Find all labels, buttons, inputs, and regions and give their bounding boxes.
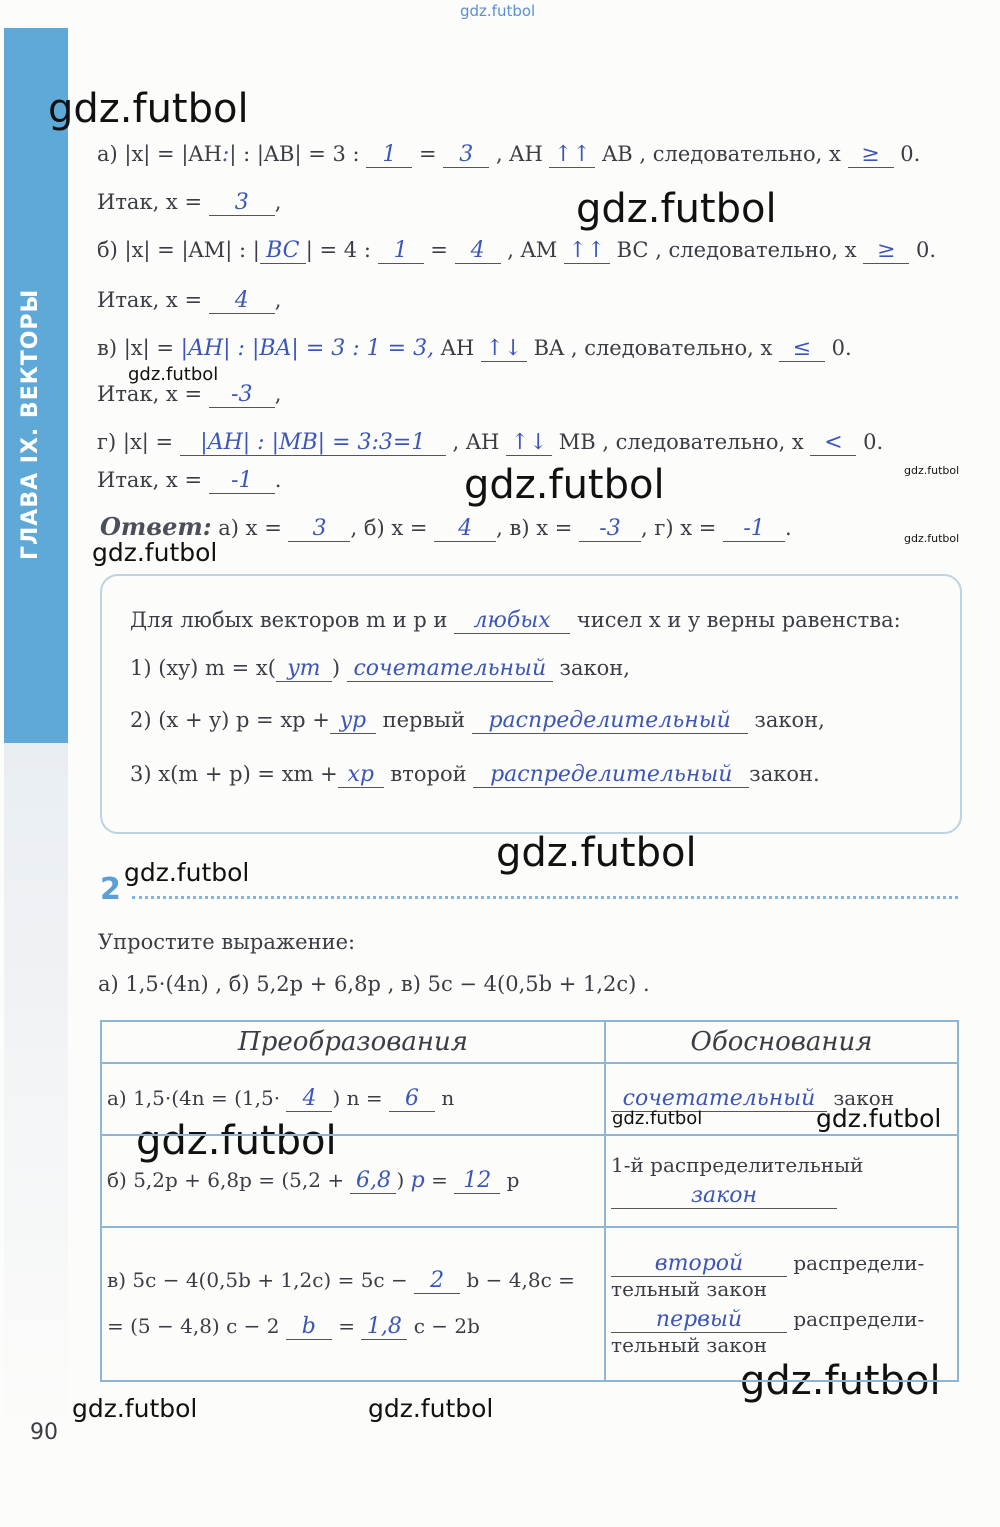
watermark-top: gdz.futbol bbox=[460, 2, 536, 20]
table-row bbox=[101, 1135, 958, 1227]
line-d-result: Итак, x = -1 . bbox=[97, 468, 282, 493]
table-cell: б) 5,2p + 6,8p = (5,2 + 6,8 ) p = 12 p bbox=[101, 1135, 605, 1227]
watermark: gdz.futbol bbox=[48, 86, 249, 132]
task-number: 2 bbox=[100, 872, 121, 907]
handwritten-answer: 1 bbox=[378, 238, 424, 264]
chapter-title bbox=[18, 520, 43, 560]
table-cell: сочетательный закон bbox=[605, 1063, 958, 1135]
watermark: gdz.futbol bbox=[904, 532, 960, 545]
handwritten-answer: yp bbox=[330, 708, 376, 734]
handwritten-answer: b bbox=[286, 1314, 332, 1340]
handwritten-answer: первый bbox=[611, 1307, 787, 1333]
handwritten-answer: 6 bbox=[389, 1086, 435, 1112]
handwritten-answer: распределительный bbox=[473, 762, 749, 788]
watermark: gdz.futbol bbox=[904, 464, 960, 477]
line-c-result: Итак, x = -3 , bbox=[97, 382, 282, 407]
handwritten-answer: ≥ bbox=[863, 238, 909, 264]
header-justifications: Обоснования bbox=[605, 1021, 958, 1063]
handwritten-answer: распределительный bbox=[472, 708, 748, 734]
handwritten-answer: 3 bbox=[443, 142, 489, 168]
handwritten-answer: сочетательный bbox=[347, 656, 553, 682]
handwritten-answer: второй bbox=[611, 1251, 787, 1277]
handwritten-answer: ≥ bbox=[848, 142, 894, 168]
table-row bbox=[101, 1227, 958, 1381]
task-title: Упростите выражение: bbox=[98, 930, 356, 954]
handwritten-answer: -1 bbox=[209, 468, 275, 494]
watermark: gdz.futbol bbox=[816, 1104, 942, 1133]
watermark: gdz.futbol bbox=[128, 364, 219, 385]
handwritten-answer: 4 bbox=[434, 516, 496, 542]
handwritten-answer: 3 bbox=[288, 516, 350, 542]
line-b-result: Итак, x = 4 , bbox=[97, 288, 282, 313]
table-header bbox=[101, 1021, 958, 1063]
rules-intro: Для любых векторов m и p и любых чисел x и y верны равенства: bbox=[130, 608, 901, 633]
handwritten-answer: xp bbox=[338, 762, 384, 788]
handwritten-answer: ↑↑ bbox=[564, 238, 610, 264]
answer-line: Ответ: а) x = 3 , б) x = 4 , в) x = -3 , г) x = -1 . bbox=[100, 512, 792, 541]
handwritten-answer: закон bbox=[611, 1183, 837, 1209]
header-transformations: Преобразования bbox=[101, 1021, 605, 1063]
table-cell: 1-й распределительный закон bbox=[605, 1135, 958, 1227]
handwritten-answer: ↑↓ bbox=[481, 336, 527, 362]
solution-table bbox=[100, 1020, 959, 1382]
watermark: gdz.futbol bbox=[368, 1394, 494, 1423]
handwritten-answer: -1 bbox=[723, 516, 785, 542]
table-cell: второй распредели- тельный закон первый распредели- тельный закон bbox=[605, 1227, 958, 1381]
handwritten-answer: 6,8 bbox=[350, 1168, 396, 1194]
sidebar-shade bbox=[4, 743, 68, 1443]
task-divider bbox=[132, 896, 958, 899]
handwritten-answer: ym bbox=[276, 656, 332, 682]
line-a-result: Итак, x = 3 , bbox=[97, 190, 282, 215]
handwritten-answer: -3 bbox=[579, 516, 641, 542]
handwritten-answer: p bbox=[410, 1168, 425, 1193]
rule-3: 3) x(m + p) = xm + xp второй распределительный закон. bbox=[130, 762, 820, 787]
handwritten-answer: ≤ bbox=[779, 336, 825, 362]
handwritten-answer: 1 bbox=[366, 142, 412, 168]
task-items: а) 1,5·(4n) , б) 5,2p + 6,8p , в) 5c − 4(0,5b + 1,2c) . bbox=[98, 972, 650, 996]
page-number: 90 bbox=[30, 1420, 58, 1445]
handwritten-answer: |AH| : |BA| = 3 : 1 = 3, bbox=[180, 336, 435, 361]
handwritten-answer: < bbox=[810, 430, 856, 456]
rule-1: 1) (xy) m = x( ym ) сочетательный закон, bbox=[130, 656, 630, 681]
line-c: в) |x| = |AH| : |BA| = 3 : 1 = 3, AH ↑↓ BA , следовательно, x ≤ 0. bbox=[97, 336, 852, 361]
handwritten-answer: -3 bbox=[209, 382, 275, 408]
handwritten-answer: 12 bbox=[454, 1168, 500, 1194]
watermark: gdz.futbol bbox=[612, 1108, 703, 1129]
handwritten-answer: ↑↓ bbox=[506, 430, 552, 456]
watermark: gdz.futbol bbox=[136, 1118, 337, 1164]
handwritten-answer: BC bbox=[260, 238, 306, 264]
watermark: gdz.futbol bbox=[740, 1358, 941, 1404]
watermark: gdz.futbol bbox=[92, 538, 218, 567]
watermark: gdz.futbol bbox=[464, 462, 665, 508]
handwritten-answer: 4 bbox=[286, 1086, 332, 1112]
handwritten-answer: ↑↑ bbox=[549, 142, 595, 168]
handwritten-answer: 4 bbox=[455, 238, 501, 264]
watermark: gdz.futbol bbox=[496, 830, 697, 876]
watermark: gdz.futbol bbox=[124, 858, 250, 887]
answer-label: Ответ: bbox=[100, 512, 212, 541]
rule-2: 2) (x + y) p = xp + yp первый распределительный закон, bbox=[130, 708, 825, 733]
table-cell: а) 1,5·(4n = (1,5· 4 ) n = 6 n bbox=[101, 1063, 605, 1135]
line-d: г) |x| = |AH| : |MB| = 3:3=1 , AH ↑↓ MB , следовательно, x < 0. bbox=[97, 430, 884, 455]
handwritten-answer: 3 bbox=[209, 190, 275, 216]
handwritten-answer: |AH| : |MB| = 3:3=1 bbox=[180, 430, 446, 456]
handwritten-answer: любых bbox=[454, 608, 570, 634]
handwritten-answer: 1,8 bbox=[361, 1314, 407, 1340]
line-b: б) |x| = |AM| : | BC | = 4 : 1 = 4 , AM ↑↑ BC , следовательно, x ≥ 0. bbox=[97, 238, 937, 263]
watermark: gdz.futbol bbox=[576, 186, 777, 232]
handwritten-answer: сочетательный bbox=[611, 1086, 827, 1112]
watermark: gdz.futbol bbox=[72, 1394, 198, 1423]
line-a: а) |x| = |AH:| : |AB| = 3 : 1 = 3 , AH ↑↑ AB , следовательно, x ≥ 0. bbox=[97, 142, 921, 167]
handwritten-answer: 2 bbox=[414, 1268, 460, 1294]
handwritten-answer: 4 bbox=[209, 288, 275, 314]
table-cell: в) 5c − 4(0,5b + 1,2c) = 5c − 2 b − 4,8c = = (5 − 4,8) c − 2 b = 1,8 c − 2b bbox=[101, 1227, 605, 1381]
